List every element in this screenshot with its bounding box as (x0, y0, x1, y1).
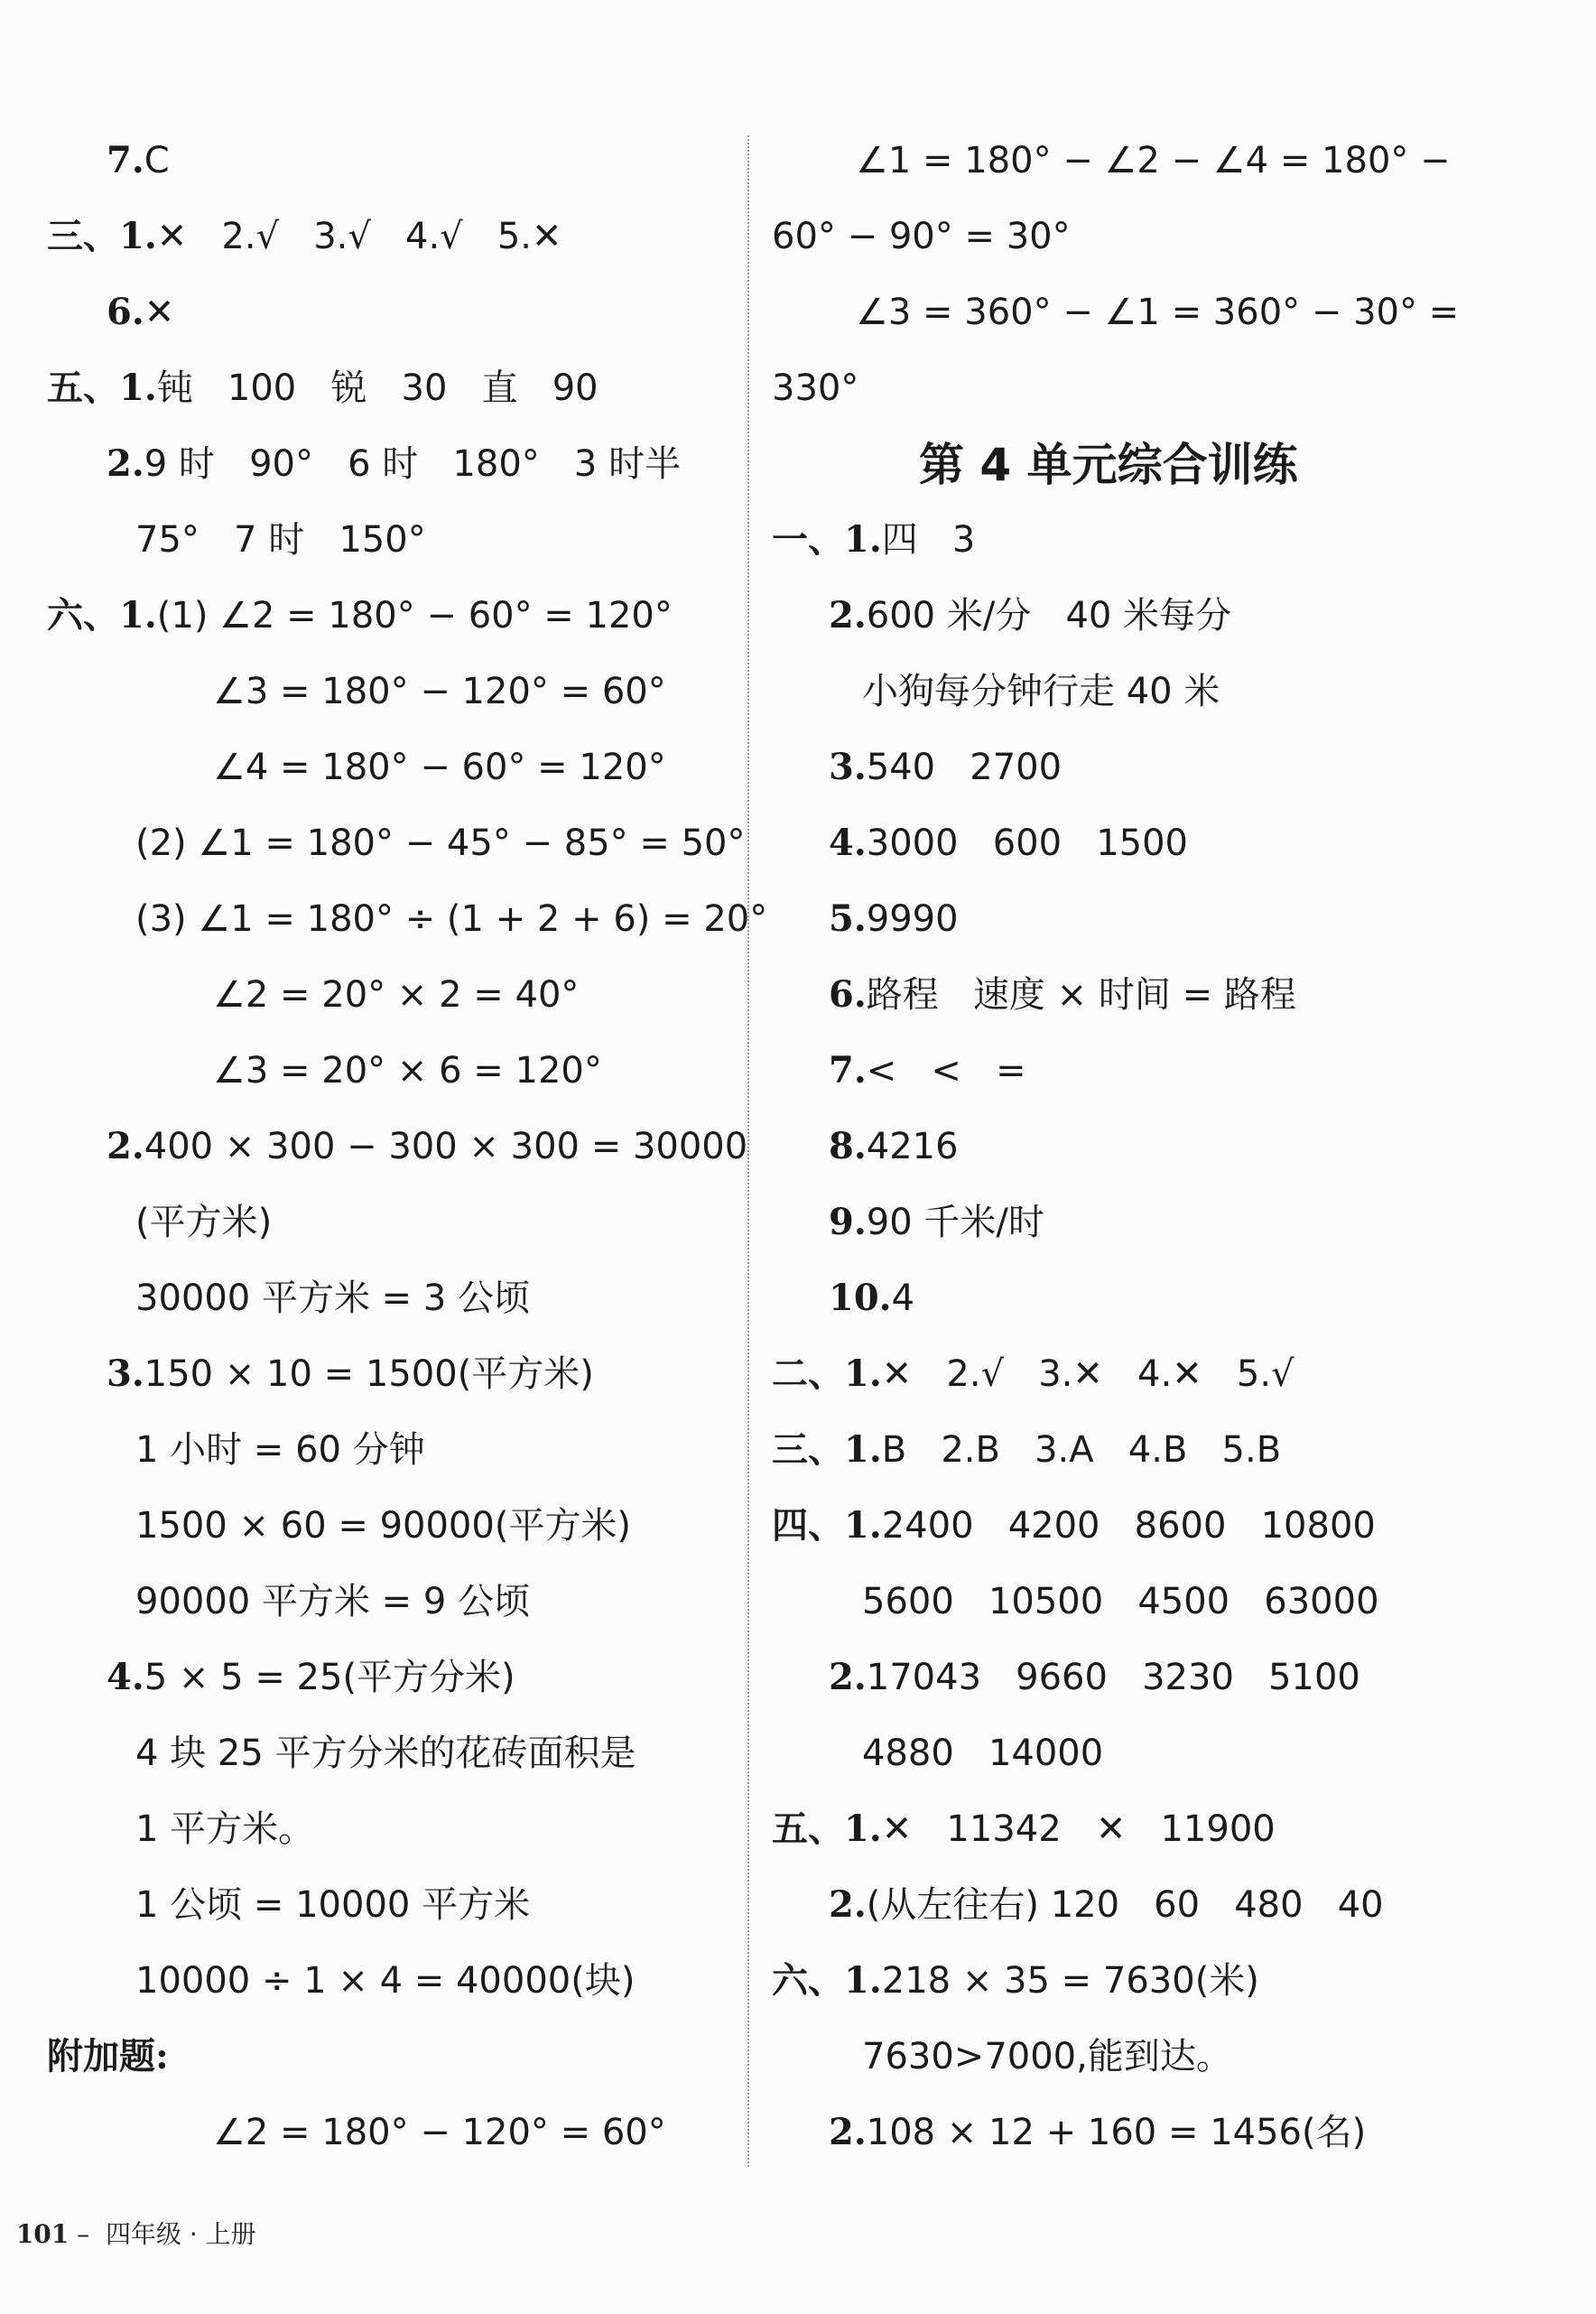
answer-text: 4880 14000 (862, 1733, 1104, 1774)
right-answer-line (829, 1197, 1044, 1248)
left-answer-line (135, 1273, 530, 1324)
answer-text: 9990 (866, 898, 959, 940)
item-number: 8. (829, 1125, 867, 1167)
answer-text: 1 公顷 = 10000 平方米 (135, 1884, 531, 1926)
item-number: 二、1. (772, 1352, 882, 1395)
answer-text: 218 × 35 = 7630(米) (881, 1960, 1259, 2002)
left-answer-line (135, 1576, 530, 1627)
answer-text: 30000 平方米 = 3 公顷 (135, 1278, 531, 1319)
answer-text: 10000 ÷ 1 × 4 = 40000(块) (135, 1960, 636, 2002)
left-answer-line (107, 1121, 747, 1172)
item-number: 9. (829, 1201, 867, 1243)
answer-text: (3) ∠1 = 180° ÷ (1 + 2 + 6) = 20° (135, 898, 768, 940)
item-number: 2. (107, 442, 144, 485)
grade-label: 四年级 · 上册 (105, 2219, 256, 2249)
left-answer-line (135, 1197, 272, 1248)
item-number: 2. (829, 594, 867, 637)
right-answer-line (829, 970, 1296, 1020)
answer-text: 路程 速度 × 时间 = 路程 (866, 974, 1296, 1016)
right-answer-line (862, 1576, 1379, 1627)
right-answer-line (829, 1652, 1360, 1703)
left-answer-line (135, 1501, 631, 1551)
left-answer-line (47, 211, 562, 262)
answer-text: ∠2 = 20° × 2 = 40° (213, 974, 580, 1016)
answer-text: 60° − 90° = 30° (772, 216, 1071, 257)
item-number: 5. (829, 897, 867, 940)
answer-text: ✕ (144, 292, 175, 333)
item-number: 7. (829, 1049, 867, 1092)
left-answer-line (47, 363, 598, 414)
left-answer-line (213, 2107, 666, 2158)
item-number: 六、1. (772, 1959, 882, 2002)
answer-text: (1) ∠2 = 180° − 60° = 120° (156, 595, 673, 637)
item-number: 2. (829, 2111, 867, 2153)
answer-text: ∠3 = 180° − 120° = 60° (213, 671, 666, 712)
answer-text: ✕ 2.√ 3.✕ 4.✕ 5.√ (881, 1353, 1294, 1395)
answer-text: 钝 100 锐 30 直 90 (156, 367, 598, 409)
left-answer-line (213, 970, 579, 1020)
item-number: 附加题: (47, 2035, 169, 2077)
right-answer-line (829, 1880, 1384, 1930)
right-answer-line (829, 1045, 1026, 1096)
answer-text: (2) ∠1 = 180° − 45° − 85° = 50° (135, 822, 746, 864)
answer-text: ∠3 = 20° × 6 = 120° (213, 1050, 602, 1092)
answer-text: 1500 × 60 = 90000(平方米) (135, 1505, 632, 1547)
left-answer-line (107, 287, 174, 338)
right-answer-line (856, 135, 1451, 186)
answer-text: 1 小时 = 60 分钟 (135, 1429, 425, 1471)
right-answer-line (862, 2031, 1232, 2082)
answer-text: 540 2700 (866, 747, 1062, 788)
right-answer-line (829, 2107, 1366, 2158)
left-answer-line (107, 1652, 515, 1703)
answer-text: 400 × 300 − 300 × 300 = 30000 (144, 1126, 748, 1167)
right-answer-line (772, 1956, 1259, 2006)
item-number: 3. (829, 746, 867, 788)
item-number: 一、1. (772, 518, 882, 561)
right-answer-line (829, 590, 1231, 641)
answer-text: 四 3 (881, 519, 976, 561)
left-answer-line (213, 1045, 602, 1096)
item-number: 3. (107, 1352, 144, 1395)
answer-text: 600 米/分 40 米每分 (866, 595, 1232, 637)
section-title: 第 4 单元综合训练 (919, 439, 1298, 491)
answer-text: (平方米) (135, 1202, 273, 1243)
answer-text: 5600 10500 4500 63000 (862, 1581, 1379, 1622)
right-answer-line (772, 1501, 1376, 1551)
left-answer-line (47, 590, 673, 641)
answer-text: ∠2 = 180° − 120° = 60° (213, 2112, 666, 2153)
answer-text: 4 (891, 1278, 915, 1319)
answer-text: 108 × 12 + 160 = 1456(名) (866, 2112, 1367, 2153)
left-answer-line (135, 1880, 530, 1930)
item-number: 2. (829, 1656, 867, 1698)
right-answer-line (829, 742, 1062, 793)
page-number: 101 (15, 2219, 70, 2249)
right-answer-line (856, 287, 1459, 338)
right-answer-line (772, 515, 975, 565)
right-answer-line (829, 894, 959, 944)
left-answer-line (213, 742, 666, 793)
item-number: 2. (829, 1883, 867, 1926)
left-answer-line (107, 135, 170, 186)
footer-separator: – (69, 2219, 106, 2249)
left-answer-line (135, 515, 426, 565)
right-answer-line (772, 211, 1071, 262)
item-number: 三、1. (772, 1428, 882, 1471)
answer-text: 4216 (866, 1126, 959, 1167)
column-divider (747, 135, 749, 2167)
item-number: 三、1. (47, 215, 157, 257)
right-answer-line (829, 818, 1188, 869)
right-answer-line (862, 1728, 1103, 1779)
item-number: 6. (107, 291, 144, 333)
answer-text: B 2.B 3.A 4.B 5.B (881, 1429, 1282, 1471)
item-number: 7. (107, 139, 144, 181)
answer-text: C (144, 140, 170, 181)
answer-text: 3000 600 1500 (866, 822, 1188, 864)
right-answer-line (772, 1349, 1294, 1399)
answer-text: (从左往右) 120 60 480 40 (866, 1884, 1384, 1926)
answer-text: 1 平方米。 (135, 1808, 315, 1850)
answer-text: 90000 平方米 = 9 公顷 (135, 1581, 531, 1622)
answer-text: 75° 7 时 150° (135, 519, 426, 561)
answer-text: 5 × 5 = 25(平方分米) (144, 1657, 515, 1698)
item-number: 4. (829, 822, 867, 864)
answer-text: 90 千米/时 (866, 1202, 1044, 1243)
answer-text: 2400 4200 8600 10800 (881, 1505, 1376, 1547)
left-answer-line (135, 1425, 425, 1475)
answer-text: < < = (866, 1050, 1026, 1092)
right-answer-line (772, 1425, 1281, 1475)
item-number: 五、1. (772, 1808, 882, 1850)
right-answer-line (829, 1273, 914, 1324)
right-answer-line (862, 666, 1220, 717)
left-answer-line (107, 439, 681, 489)
left-answer-line (135, 1804, 314, 1854)
answer-text: 330° (772, 367, 859, 409)
answer-text: 9 时 90° 6 时 180° 3 时半 (144, 443, 682, 485)
answer-text: ∠4 = 180° − 60° = 120° (213, 747, 666, 788)
answer-text: 4 块 25 平方分米的花砖面积是 (135, 1733, 636, 1774)
left-answer-line (47, 2031, 169, 2082)
item-number: 4. (107, 1656, 144, 1698)
answer-text: 17043 9660 3230 5100 (866, 1657, 1360, 1698)
answer-text: ✕ 2.√ 3.√ 4.√ 5.✕ (156, 216, 562, 257)
right-answer-line (772, 1804, 1276, 1854)
answer-text: ✕ 11342 ✕ 11900 (881, 1808, 1276, 1850)
answer-text: ∠3 = 360° − ∠1 = 360° − 30° = (856, 292, 1460, 333)
item-number: 10. (829, 1277, 892, 1319)
answer-text: ∠1 = 180° − ∠2 − ∠4 = 180° − (856, 140, 1451, 181)
left-answer-line (135, 818, 746, 869)
answer-text: 150 × 10 = 1500(平方米) (144, 1353, 594, 1395)
answer-text: 小狗每分钟行走 40 米 (862, 671, 1220, 712)
item-number: 五、1. (47, 367, 157, 409)
item-number: 6. (829, 973, 867, 1016)
left-answer-line (213, 666, 666, 717)
item-number: 2. (107, 1125, 144, 1167)
left-answer-line (107, 1349, 594, 1399)
left-answer-line (135, 1728, 636, 1779)
page-footer (0, 2185, 256, 2251)
answer-text: 7630>7000,能到达。 (862, 2036, 1232, 2077)
right-answer-line (829, 1121, 959, 1172)
left-answer-line (135, 894, 767, 944)
right-answer-line (772, 363, 858, 414)
item-number: 六、1. (47, 594, 157, 637)
left-answer-line (135, 1956, 635, 2006)
item-number: 四、1. (772, 1504, 882, 1547)
